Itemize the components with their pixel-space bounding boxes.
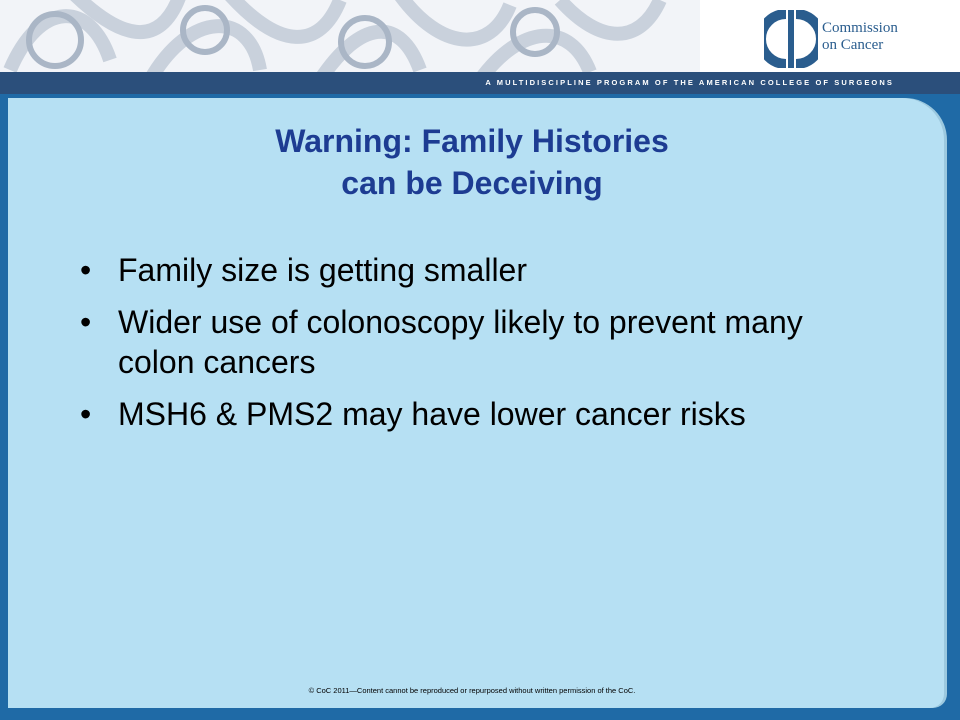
bullet-text: Wider use of colonoscopy likely to prevent many colon cancers <box>118 304 803 380</box>
decorative-swirl-graphic <box>0 0 700 78</box>
bullet-item <box>80 394 880 434</box>
coc-logo-mark-icon <box>764 10 818 68</box>
bullet-text: MSH6 & PMS2 may have lower cancer risks <box>118 396 746 432</box>
commission-on-cancer-logo <box>764 10 954 70</box>
bullet-item <box>80 302 880 382</box>
bullet-dot-icon: • <box>80 396 92 432</box>
bullet-list <box>80 250 880 446</box>
bullet-text: Family size is getting smaller <box>118 252 527 288</box>
bullet-item <box>80 250 880 290</box>
copyright-footer: © CoC 2011—Content cannot be reproduced or repurposed without written permission of the CoC. <box>308 686 636 695</box>
slide-title <box>0 120 944 204</box>
tagline-text: A MULTIDISCIPLINE PROGRAM OF THE AMERICAN COLLEGE OF SURGEONS <box>485 78 894 87</box>
slide-title-line1: Warning: Family Histories <box>275 123 669 159</box>
header-banner <box>0 0 960 94</box>
slide-title-line2: can be Deceiving <box>341 165 603 201</box>
logo-text-line1: Commission <box>822 20 898 36</box>
bullet-dot-icon: • <box>80 252 92 288</box>
tagline-bar <box>0 72 960 94</box>
logo-text-line2: on Cancer <box>822 37 884 53</box>
bullet-dot-icon: • <box>80 304 92 340</box>
